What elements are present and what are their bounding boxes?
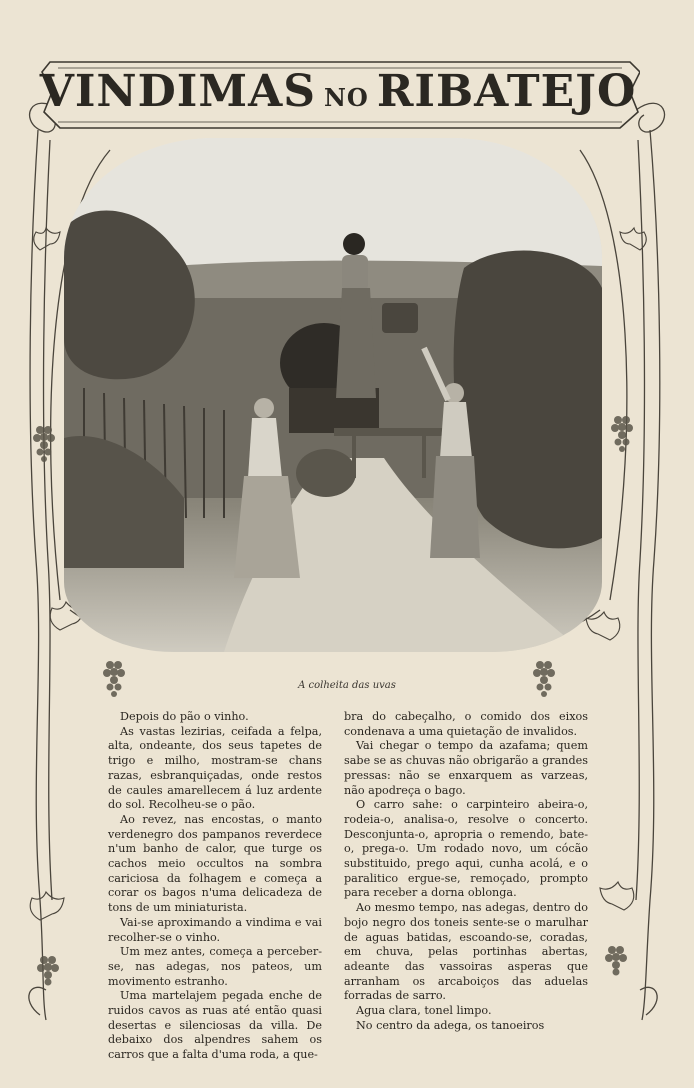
- paragraph: Um mez antes, começa a perceber-se, nas adegas, nos pateos, um movimento estranho.: [108, 945, 322, 988]
- text-column-left: [108, 710, 322, 1063]
- paragraph: Ao revez, nas encostas, o manto verdenegro dos pampanos reverdece n'um banho de calor, que turge os cachos meio occultos na sombra cariciosa da folhagem e começa a corar os bagos n'uma delicadeza de tons de um miniaturista.: [108, 812, 322, 915]
- paragraph: bra do cabeçalho, o comido dos eixos condenava a uma quietação de invalidos.: [344, 710, 588, 738]
- paragraph: Vai-se aproximando a vindima e vai recolher-se o vinho.: [108, 915, 322, 944]
- title-part-1: VINDIMAS: [39, 65, 316, 117]
- paragraph: O carro sahe: o carpinteiro abeira-o, rodeia-o, analisa-o, resolve o concerto. Desconjunta-o, apropria o remendo, bate-o, prega-o. Um rodado novo, um cócão substituido, prego aqui, cunha acolá, e o paralitico ergue-se, remoçado, prompto para receber a dorna oblonga.: [344, 798, 588, 900]
- paragraph: No centro da adega, os tanoeiros: [356, 1018, 545, 1032]
- paragraph: Vai chegar o tempo da azafama; quem sabe se as chuvas não obrigarão a grandes pressas: não se enxarquem as varzeas, não apodreça o bago.: [344, 739, 588, 797]
- paragraph: Agua clara, tonel limpo.: [356, 1004, 492, 1018]
- paragraph: Depois do pão o vinho.: [120, 710, 249, 723]
- photo-caption: A colheita das uvas: [298, 680, 396, 691]
- text-column-right: [344, 710, 588, 1033]
- page-title: [39, 52, 637, 130]
- paragraph: As vastas lezirias, ceifada a felpa, alta, ondeante, dos seus tapetes de trigo e milho, mostram-se chans razas, esbranquiçadas, onde restos de caules amarellecem á luz ardente do sol. Recolheu-se o pão.: [108, 724, 322, 812]
- vineyard-harvest-photo-icon: [64, 138, 602, 652]
- paragraph: Ao mesmo tempo, nas adegas, dentro do bojo negro dos toneis sente-se o marulhar de aguas batidas, escoando-se, coradas, em chuva, pelas portinhas abertas, adeante das vassoiras asperas que arranham os arcaboiços das aduelas forradas de sarro.: [344, 901, 588, 1003]
- title-part-2: NO: [323, 82, 369, 112]
- title-part-3: RIBATEJO: [376, 65, 637, 117]
- paragraph: Uma martelajem pegada enche de ruidos cavos as ruas até então quasi desertas e silenciosas da villa. De debaixo dos alpendres sahem os carros que a falta d'uma roda, a que-: [108, 989, 322, 1062]
- harvest-photo: [64, 138, 602, 652]
